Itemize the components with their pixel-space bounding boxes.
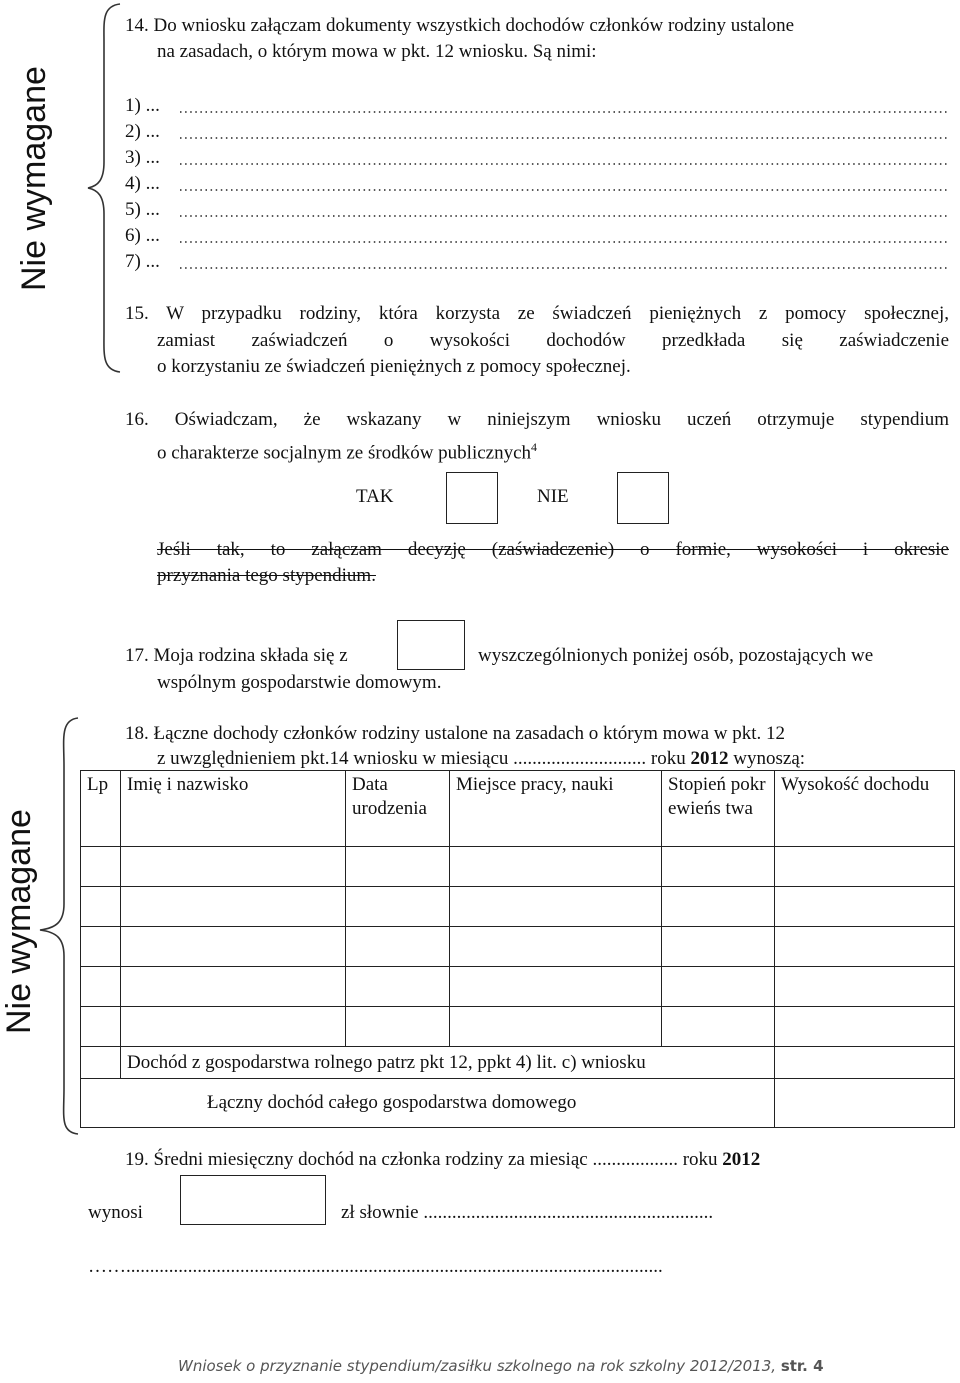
tak-label: TAK [356, 486, 394, 507]
item18-line2 [157, 747, 805, 771]
item19-line1 [125, 1148, 760, 1172]
item14-list-1: 1) ... [125, 95, 160, 116]
slownie-label: zł słownie ............................................................. [341, 1202, 714, 1223]
item17-part1: 17. Moja rodzina składa się z [125, 645, 348, 666]
tak-checkbox[interactable] [446, 472, 498, 524]
nie-checkbox[interactable] [617, 472, 669, 524]
table-row[interactable] [81, 927, 955, 967]
page-footer [178, 1357, 824, 1375]
farm-income-row [81, 1047, 955, 1079]
item14-line1: 14. Do wniosku załączam dokumenty wszystkich dochodów członków rodziny ustalone [125, 15, 795, 36]
item17-line2: wspólnym gospodarstwie domowym. [157, 672, 442, 693]
item17-part2: wyszczególnionych poniżej osób, pozostających we [478, 645, 874, 666]
item16-line2 [157, 435, 537, 465]
item16-strike1: Jeśli tak, to załączam decyzję (zaświadczenie) o formie, wysokości i okresie [157, 539, 949, 560]
footer-page: str. 4 [780, 1357, 824, 1375]
footer-text: Wniosek o przyznanie stypendium/zasiłku szkolnego na rok szkolny 2012/2013, [178, 1357, 781, 1375]
item14-list-6: 6) ... [125, 225, 160, 246]
family-size-input[interactable] [397, 620, 465, 670]
header-birth-date: Data urodzenia [346, 771, 450, 847]
item19-text: 19. Średni miesięczny dochód na członka rodziny za miesiąc .................. roku [125, 1149, 723, 1170]
avg-income-input[interactable] [180, 1175, 326, 1225]
item15-line3: o korzystaniu ze świadczeń pieniężnych z pomocy społecznej. [157, 356, 631, 377]
list-dotted-lines [180, 94, 950, 274]
words-dotted-line: ……................................................................................................................. [88, 1256, 663, 1277]
table-row[interactable] [81, 887, 955, 927]
farm-income-value[interactable] [775, 1047, 955, 1079]
item14-line2: na zasadach, o którym mowa w pkt. 12 wniosku. Są nimi: [157, 41, 597, 62]
item18-year: 2012 [690, 748, 729, 769]
table-row[interactable] [81, 967, 955, 1007]
item16-strike2: przyznania tego stypendium. [157, 565, 376, 586]
income-table [80, 770, 955, 1128]
item14-list-5: 5) ... [125, 199, 160, 220]
header-income: Wysokość dochodu [775, 771, 955, 847]
side-label-top: Nie wymagane [15, 66, 53, 291]
farm-income-label: Dochód z gospodarstwa rolnego patrz pkt 12, ppkt 4) lit. c) wniosku [121, 1047, 775, 1079]
header-relation: Stopień pokrewieńs twa [662, 771, 775, 847]
header-workplace: Miejsce pracy, nauki [450, 771, 662, 847]
item16-line1: 16. Oświadczam, że wskazany w niniejszym wniosku uczeń otrzymuje stypendium [125, 409, 949, 430]
item19-year: 2012 [722, 1149, 761, 1170]
table-row[interactable] [81, 847, 955, 887]
item14-list-4: 4) ... [125, 173, 160, 194]
brace-top-icon [84, 2, 124, 374]
table-header-row [81, 771, 955, 847]
item14-list-2: 2) ... [125, 121, 160, 142]
item18-line2b: wynoszą: [728, 748, 806, 769]
wynosi-label: wynosi [88, 1202, 143, 1223]
item14-list-3: 3) ... [125, 147, 160, 168]
header-name: Imię i nazwisko [121, 771, 346, 847]
item18-line2a: z uwzględnieniem pkt.14 wniosku w miesiącu ............................ roku [157, 748, 691, 769]
brace-bottom-icon [36, 716, 82, 1136]
item15-line1: 15. W przypadku rodziny, która korzysta ze świadczeń pieniężnych z pomocy społecznej, [125, 303, 949, 324]
nie-label: NIE [537, 486, 569, 507]
total-income-row [81, 1079, 955, 1128]
side-label-bottom: Nie wymagane [0, 809, 38, 1034]
item16-line2-text: o charakterze socjalnym ze środków publicznych [157, 442, 532, 464]
item15-line2: zamiast zaświadczeń o wysokości dochodów przedkłada się zaświadczenie [157, 330, 949, 351]
item18-line1: 18. Łączne dochody członków rodziny ustalone na zasadach o którym mowa w pkt. 12 [125, 723, 786, 744]
total-income-value[interactable] [775, 1079, 955, 1128]
item14-list-7: 7) ... [125, 251, 160, 272]
footnote-4: 4 [531, 440, 538, 454]
table-row[interactable] [81, 1007, 955, 1047]
total-income-label: Łączny dochód całego gospodarstwa domowego [207, 1092, 577, 1113]
header-lp: Lp [81, 771, 121, 847]
